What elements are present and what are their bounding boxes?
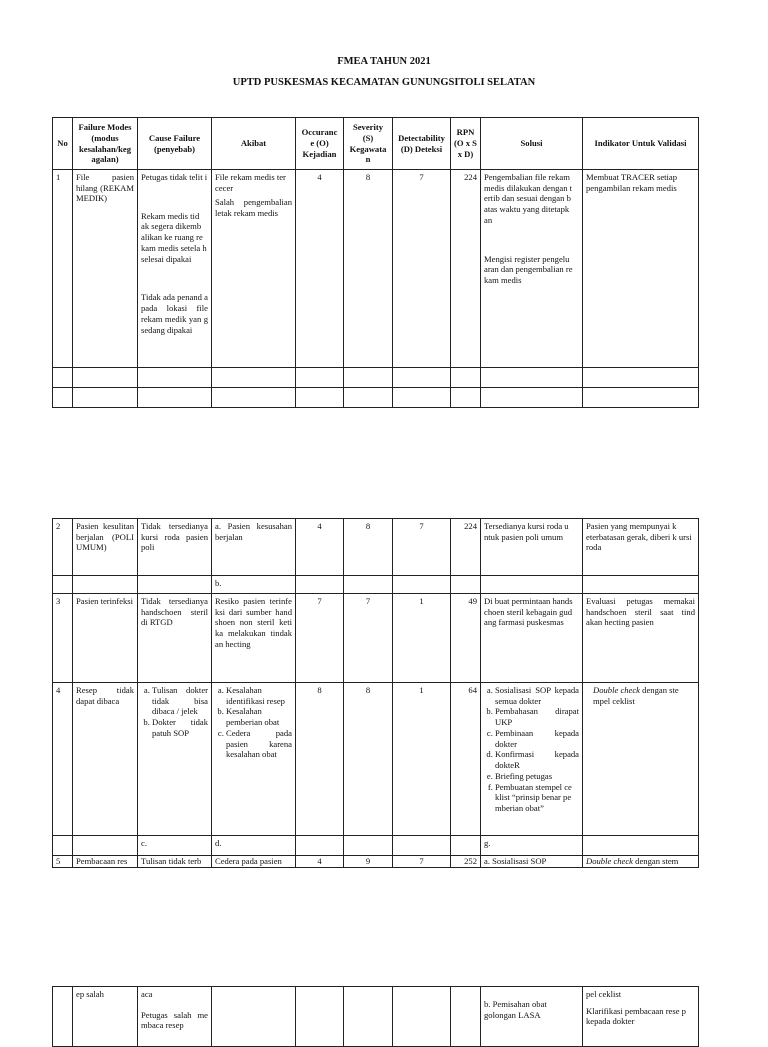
col-detectability: Detectability (D) Deteksi: [393, 118, 451, 170]
cell-akibat: Resiko pasien terinfe ksi dari sumber hand shoen non steril keti ka melakukan tindak an hecting: [212, 594, 296, 683]
empty-row: [53, 388, 699, 408]
cause-text: Petugas salah me mbaca resep: [141, 1009, 208, 1031]
cell-solusi: Di buat permintaan hands choen steril kebagain gud ang farmasi puskesmas: [481, 594, 583, 683]
cell-occurance: 4: [296, 856, 344, 868]
document-title: FMEA TAHUN 2021: [337, 56, 431, 67]
cause-text: Rekam medis tid ak segera dikemb alikan ke ruang re kam medis setela h selesai dipakai: [141, 210, 207, 264]
document-subtitle: UPTD PUSKESMAS KECAMATAN GUNUNGSITOLI SELATAN: [232, 77, 536, 88]
indikator-text: dengan stem: [635, 856, 679, 866]
cell-no: 2: [53, 519, 73, 576]
cell-rpn: 49: [451, 594, 481, 683]
cell-akibat: [212, 170, 296, 368]
cause-text: Petugas tidak telit i: [141, 172, 208, 182]
table-row: [53, 576, 699, 594]
col-akibat: Akibat: [212, 118, 296, 170]
cell-detectability: 1: [393, 683, 451, 836]
cell-occurance: 4: [296, 519, 344, 576]
fmea-table-2: [52, 518, 699, 868]
list-item: f. Pembuatan stempel ce klist “prinsip benar pe mberian obat”: [495, 782, 579, 814]
indikator-text: dengan ste mpel ceklist: [593, 685, 679, 706]
cell-occurance: 8: [296, 683, 344, 836]
cell-failure: Pasien terinfeksi: [73, 594, 138, 683]
solusi-text: Mengisi register pengelu aran dan pengembalian re kam medis: [484, 253, 573, 286]
cell-no: 4: [53, 683, 73, 836]
col-cause-failure: Cause Failure (penyebab): [138, 118, 212, 170]
list-item: b. Dokter tidak patuh SOP: [152, 717, 208, 738]
cell-occurance: 7: [296, 594, 344, 683]
list-item: a. Sosialisasi SOP kepada semua dokter: [495, 685, 579, 706]
table-row: [53, 836, 699, 856]
cell-solusi: [481, 170, 583, 368]
table-row: [53, 170, 699, 368]
cell-cause: c.: [138, 836, 212, 856]
cell-indikator: [583, 683, 699, 836]
list-item: b. Kesalahan pemberian obat: [226, 706, 292, 727]
cell-failure: ep salah: [73, 987, 138, 1047]
col-occurance: Occuranc e (O) Kejadian: [296, 118, 344, 170]
cell-akibat: [212, 683, 296, 836]
cell-cause: Tulisan tidak terb: [138, 856, 212, 868]
cell-solusi: a. Sosialisasi SOP: [481, 856, 583, 868]
list-item: d. Konfirmasi kepada dokteR: [495, 749, 579, 770]
cell-indikator: Evaluasi petugas memakai handschoen steril saat tind akan hecting pasien: [583, 594, 699, 683]
table-row: [53, 519, 699, 576]
cell-cause: Tidak tersedianya handschoen steril di RTGD: [138, 594, 212, 683]
cell-detectability: 7: [393, 519, 451, 576]
cell-akibat: a. Pasien kesusahan berjalan: [212, 519, 296, 576]
list-item: a. Tulisan dokter tidak bisa dibaca / jelek: [152, 685, 208, 717]
solusi-text: b. Pemisahan obat golongan LASA: [484, 999, 547, 1020]
cell-solusi: [481, 683, 583, 836]
list-item: c. Pembinaan kepada dokter: [495, 728, 579, 749]
cell-cause: [138, 987, 212, 1047]
table-row: [53, 594, 699, 683]
col-severity: Severity (S) Kegawata n: [344, 118, 393, 170]
cell-akibat: b.: [212, 576, 296, 594]
cell-detectability: 7: [393, 170, 451, 368]
cell-severity: 8: [344, 170, 393, 368]
col-solusi: Solusi: [481, 118, 583, 170]
col-rpn: RPN (O x S x D): [451, 118, 481, 170]
cell-akibat: d.: [212, 836, 296, 856]
list-item: e. Briefing petugas: [495, 771, 579, 782]
list-item: b. Pembahasan dirapat UKP: [495, 706, 579, 727]
col-indikator: Indikator Untuk Validasi: [583, 118, 699, 170]
indikator-emphasis: Double check: [586, 856, 634, 866]
cell-severity: 8: [344, 683, 393, 836]
list-item: c. Cedera pada pasien karena kesalahan obat: [226, 728, 292, 760]
cell-failure: File pasien hilang (REKAM MEDIK): [73, 170, 138, 368]
cell-cause: [138, 170, 212, 368]
cell-indikator: Pasien yang mempunyai k eterbatasan gerak, diberi k ursi roda: [583, 519, 699, 576]
cell-cause: [138, 683, 212, 836]
cell-indikator: [583, 987, 699, 1047]
cell-no: 3: [53, 594, 73, 683]
cell-indikator: Membuat TRACER setiap pengambilan rekam medis: [583, 170, 699, 368]
cell-no: 1: [53, 170, 73, 368]
indikator-emphasis: Double check: [593, 685, 641, 695]
empty-row: [53, 368, 699, 388]
akibat-text: Salah pengembalian letak rekam medis: [215, 197, 292, 219]
cell-severity: 7: [344, 594, 393, 683]
solusi-text: Pengembalian file rekam medis dilakukan dengan t ertib dan sesuai dengan b atas waktu yang ditetapk an: [484, 172, 573, 225]
cell-rpn: 64: [451, 683, 481, 836]
list-item: a. Kesalahan identifikasi resep: [226, 685, 292, 706]
cell-no: 5: [53, 856, 73, 868]
cell-solusi: g.: [481, 836, 583, 856]
cell-failure: Resep tidak dapat dibaca: [73, 683, 138, 836]
cell-detectability: 7: [393, 856, 451, 868]
cell-severity: 8: [344, 519, 393, 576]
cause-text: aca: [141, 989, 153, 999]
cell-occurance: 4: [296, 170, 344, 368]
cell-rpn: 224: [451, 170, 481, 368]
cell-failure: Pembacaan res: [73, 856, 138, 868]
akibat-text: File rekam medis ter cecer: [215, 172, 286, 193]
cell-rpn: 224: [451, 519, 481, 576]
fmea-table-3: [52, 986, 699, 1047]
cell-cause: Tidak tersedianya kursi roda pasien poli: [138, 519, 212, 576]
table-row: [53, 683, 699, 836]
cell-rpn: 252: [451, 856, 481, 868]
cell-detectability: 1: [393, 594, 451, 683]
cell-solusi: [481, 987, 583, 1047]
indikator-text: Klarifikasi pembacaan rese p kepada dokter: [586, 1005, 686, 1027]
cell-failure: Pasien kesulitan berjalan (POLI UMUM): [73, 519, 138, 576]
cause-text: Tidak ada penand a pada lokasi file rekam medik yan g sedang dipakai: [141, 292, 208, 335]
table-row: [53, 987, 699, 1047]
cell-akibat: Cedera pada pasien: [212, 856, 296, 868]
cell-indikator: [583, 856, 699, 868]
col-failure-modes: Failure Modes (modus kesalahan/keg agalan): [73, 118, 138, 170]
fmea-table-1: [52, 117, 699, 408]
table-row: [53, 856, 699, 868]
cell-solusi: Tersedianya kursi roda u ntuk pasien poli umum: [481, 519, 583, 576]
col-no: No: [53, 118, 73, 170]
indikator-text: pel ceklist: [586, 989, 622, 999]
cell-severity: 9: [344, 856, 393, 868]
header-row: [53, 118, 699, 170]
